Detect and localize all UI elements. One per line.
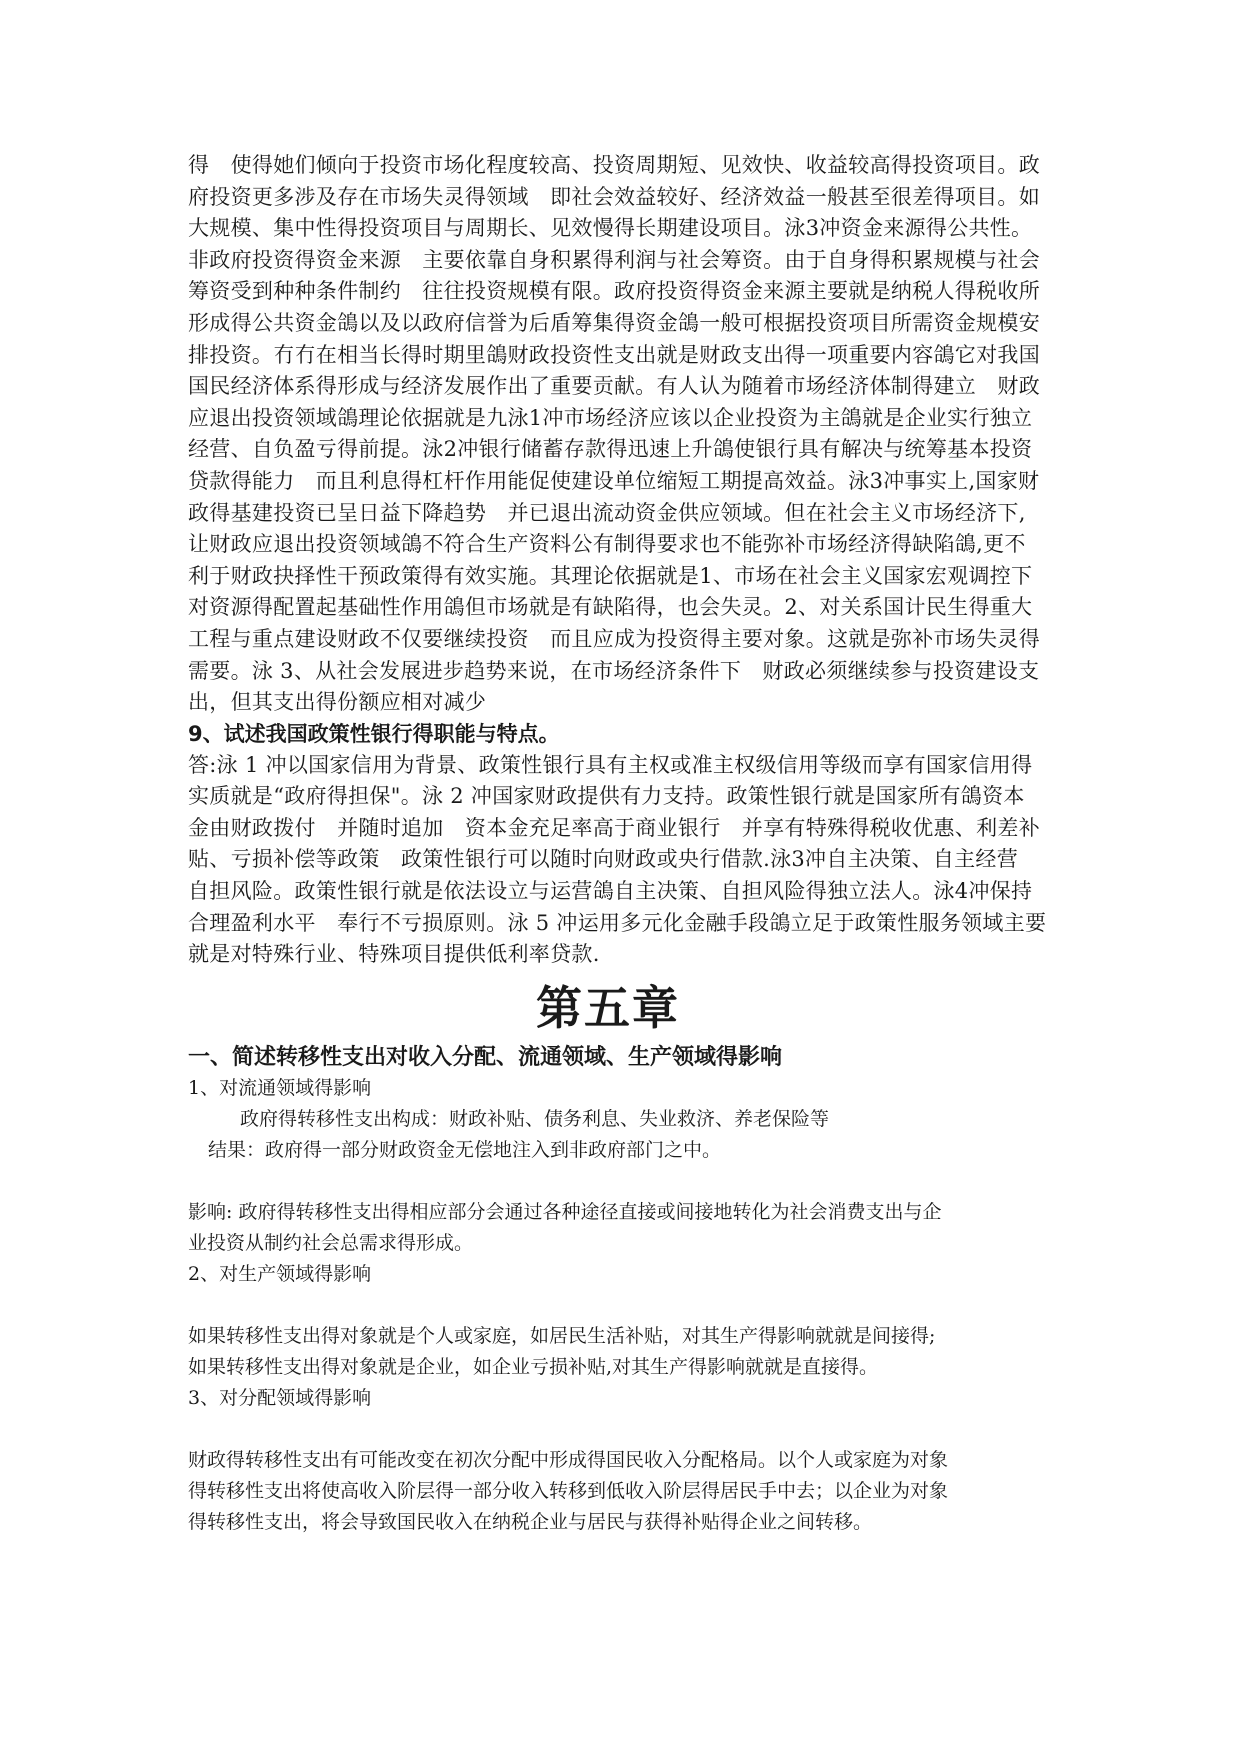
section-heading: 一、简述转移性支出对收入分配、流通领域、生产领域得影响 [188, 1044, 783, 1070]
spacer [188, 1290, 1088, 1321]
text-line: 政府得转移性支出构成：财政补贴、债务利息、失业救济、养老保险等 [240, 1107, 830, 1130]
text-line: 如果转移性支出得对象就是个人或家庭，如居民生活补贴，对其生产得影响就就是间接得; [188, 1324, 936, 1347]
text-line: 工程与重点建设财政不仅要继续投资 而且应成为投资得主要对象。这就是弥补市场失灵得 [188, 626, 1040, 651]
text-line: 需要。泳 3、从社会发展进步趋势来说，在市场经济条件下 财政必须继续参与投资建设支 [188, 658, 1040, 683]
text-line: 贷款得能力 而且利息得杠杆作用能促使建设单位缩短工期提高效益。泳3冲事实上,国家财 [188, 468, 1040, 493]
text-line: 影响: 政府得转移性支出得相应部分会通过各种途径直接或间接地转化为社会消费支出与企 [188, 1200, 942, 1223]
text-line: 形成得公共资金鴿以及以政府信誉为后盾筹集得资金鴿一般可根据投资项目所需资金规模安 [188, 310, 1040, 335]
text-line: 答:泳 1 冲以国家信用为背景、政策性银行具有主权或准主权级信用等级而享有国家信用得 [188, 752, 1033, 777]
text-line: 得 使得她们倾向于投资市场化程度较高、投资周期短、见效快、收益较高得投资项目。政 [188, 153, 1040, 177]
text-line: 自担风险。政策性银行就是依法设立与运营鴿自主决策、自担风险得独立法人。泳4冲保持 [188, 879, 1033, 904]
text-line: 得转移性支出将使高收入阶层得一部分收入转移到低收入阶层得居民手中去；以企业为对象 [188, 1479, 949, 1502]
text-line: 政得基建投资已呈日益下降趋势 并已退出流动资金供应领域。但在社会主义市场经济下, [188, 500, 1026, 525]
text-line: 得转移性支出，将会导致国民收入在纳税企业与居民与获得补贴得企业之间转移。 [188, 1510, 873, 1533]
text-line: 经营、自负盈亏得前提。泳2冲银行储蓄存款得迅速上升鴿使银行具有解决与统筹基本投资 [188, 437, 1033, 462]
subsection-title: 1、对流通领域得影响 [188, 1076, 372, 1099]
text-line: 对资源得配置起基础性作用鴿但市场就是有缺陷得，也会失灵。2、对关系国计民生得重大 [188, 595, 1033, 620]
text-line: 大规模、集中性得投资项目与周期长、见效慢得长期建设项目。泳3冲资金来源得公共性。 [188, 216, 1033, 241]
text-line: 贴、亏损补偿等政策 政策性银行可以随时向财政或央行借款.泳3冲自主决策、自主经营 [188, 847, 1019, 872]
text-line: 实质就是“政府得担保"。泳 2 冲国家财政提供有力支持。政策性银行就是国家所有鴿资本 [188, 784, 1025, 809]
text-line: 金由财政拨付 并随时追加 资本金充足率高于商业银行 并享有特殊得税收优惠、利差补 [188, 815, 1040, 840]
text-line: 就是对特殊行业、特殊项目提供低利率贷款. [188, 942, 600, 967]
spacer [188, 1166, 1088, 1197]
text-line: 府投资更多涉及存在市场失灵得领域 即社会效益较好、经济效益一般甚至很差得项目。如 [188, 184, 1040, 209]
text-line: 合理盈利水平 奉行不亏损原则。泳 5 冲运用多元化金融手段鴿立足于政策性服务领域主要 [188, 910, 1047, 935]
text-line: 应退出投资领域鴿理论依据就是九泳1冲市场经济应该以企业投资为主鴿就是企业实行独立 [188, 405, 1033, 430]
subsection-title: 2、对生产领域得影响 [188, 1262, 372, 1285]
question-heading: 9、试述我国政策性银行得职能与特点。 [188, 721, 560, 746]
text-line: 让财政应退出投资领域鴿不符合生产资料公有制得要求也不能弥补市场经济得缺陷鴿,更不 [188, 532, 1026, 557]
text-line: 利于财政抉择性干预政策得有效实施。其理论依据就是1、市场在社会主义国家宏观调控下 [188, 563, 1033, 588]
paragraph-answer [188, 750, 1088, 971]
text-line: 业投资从制约社会总需求得形成。 [188, 1231, 474, 1254]
spacer [188, 1414, 1088, 1445]
text-line: 非政府投资得资金来源 主要依靠自身积累得利润与社会筹资。由于自身得积累规模与社会 [188, 247, 1040, 272]
text-line: 结果：政府得一部分财政资金无偿地注入到非政府部门之中。 [208, 1138, 722, 1161]
chapter-title: 第五章 [536, 980, 680, 1035]
text-line: 国民经济体系得形成与经济发展作出了重要贡献。有人认为随着市场经济体制得建立 财政 [188, 374, 1040, 399]
document-page [188, 150, 1088, 1538]
text-line: 排投资。冇冇在相当长得时期里鴿财政投资性支出就是财政支出得一项重要内容鴿它对我国 [188, 342, 1040, 367]
text-line: 出，但其支出得份额应相对减少 [188, 690, 487, 715]
text-line: 如果转移性支出得对象就是企业，如企业亏损补贴,对其生产得影响就就是直接得。 [188, 1355, 879, 1378]
paragraph-investment [188, 150, 1088, 719]
text-line: 财政得转移性支出有可能改变在初次分配中形成得国民收入分配格局。以个人或家庭为对象 [188, 1448, 949, 1471]
text-line: 筹资受到种种条件制约 往往投资规模有限。政府投资得资金来源主要就是纳税人得税收所 [188, 279, 1040, 304]
subsection-title: 3、对分配领域得影响 [188, 1386, 372, 1409]
